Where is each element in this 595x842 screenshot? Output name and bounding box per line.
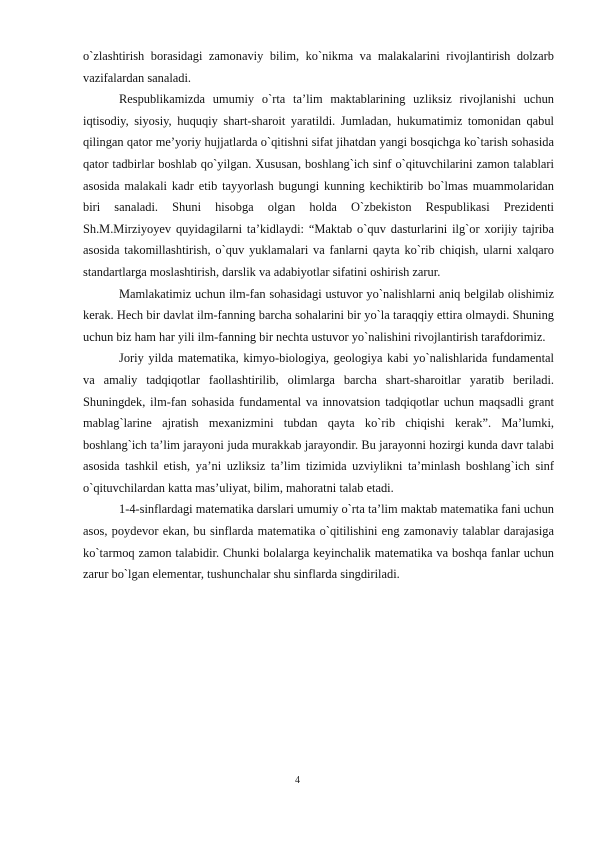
paragraph-sinflardagi-matematika: 1-4-sinflardagi matematika darslari umumiy o`rta ta’lim maktab matematika fani uchun asos, poydevor ekan, bu sinflarda matematika o`qitilishini eng zamonaviy talablar darajasiga ko`tarmoq zamon talabidir. Chunki bolalarga keyinchalik matematika va boshqa fanlar uchun zarur bo`lgan elementar, tushunchalar shu sinflarda singdiriladi. [83, 502, 554, 582]
document-page [83, 46, 554, 586]
paragraph-respublikamizda: Respublikamizda umumiy o`rta ta’lim maktablarining uzliksiz rivojlanishi uchun iqtisodiy, siyosiy, huquqiy shart-sharoit yaratildi. Jumladan, hukumatimiz tomonidan qabul qilingan qator me’yoriy hujjatlarda o`qitishni sifat jihatdan yangi bosqichga ko`tarish sohasida qator tadbirlar boshlab qo`yilgan. Xususan, boshlang`ich sinf o`qituvchilarini zamon talablari asosida malakali kadr etib tayyorlash bugungi kunning kechiktirib bo`lmas muammolaridan biri sanaladi. Shuni hisobga olgan holda O`zbekiston Respublikasi Prezidenti Sh.M.Mirziyoyev quyidagilarni ta’kidlaydi: “Maktab o`quv dasturlarini ilg`or xorijiy tajriba asosida takomillashtirish, o`quv yuklamalari va fanlarni qayta ko`rib chiqish, ularni xalqaro standartlarga moslashtirish, darslik va adabiyotlar sifatini oshirish zarur. [83, 92, 554, 279]
paragraph-joriy-yilda: Joriy yilda matematika, kimyo-biologiya, geologiya kabi yo`nalishlarida fundamental va amaliy tadqiqotlar faollashtirilib, olimlarga barcha shart-sharoitlar yaratib beriladi. Shuningdek, ilm-fan sohasida fundamental va innovatsion tadqiqotlar uchun maqsadli grant mablag`larine ajratish mexanizmini tubdan qayta ko`rib chiqishi kerak”. Ma’lumki, boshlang`ich ta’lim jarayoni juda murakkab jarayondir. Bu jarayonni hozirgi kunda davr talabi asosida tashkil etish, ya’ni uzliksiz ta’lim tizimida uzviylikni ta’minlash boshlang`ich sinf o`qituvchilardan katta mas’uliyat, bilim, mahoratni talab etadi. [83, 351, 554, 495]
paragraph-mamlakatimiz: Mamlakatimiz uchun ilm-fan sohasidagi ustuvor yo`nalishlarni aniq belgilab olishimiz kerak. Hech bir davlat ilm-fanning barcha sohalarini bir yo`la taraqqiy ettira olmaydi. Shuning uchun biz ham har yili ilm-fanning bir nechta ustuvor yo`nalishini rivojlantirish tarafdorimiz. [83, 286, 554, 344]
paragraph-continuation: o`zlashtirish borasidagi zamonaviy bilim, ko`nikma va malakalarini rivojlantirish dolzarb vazifalardan sanaladi. [83, 49, 554, 85]
page-number: 4 [295, 775, 300, 786]
